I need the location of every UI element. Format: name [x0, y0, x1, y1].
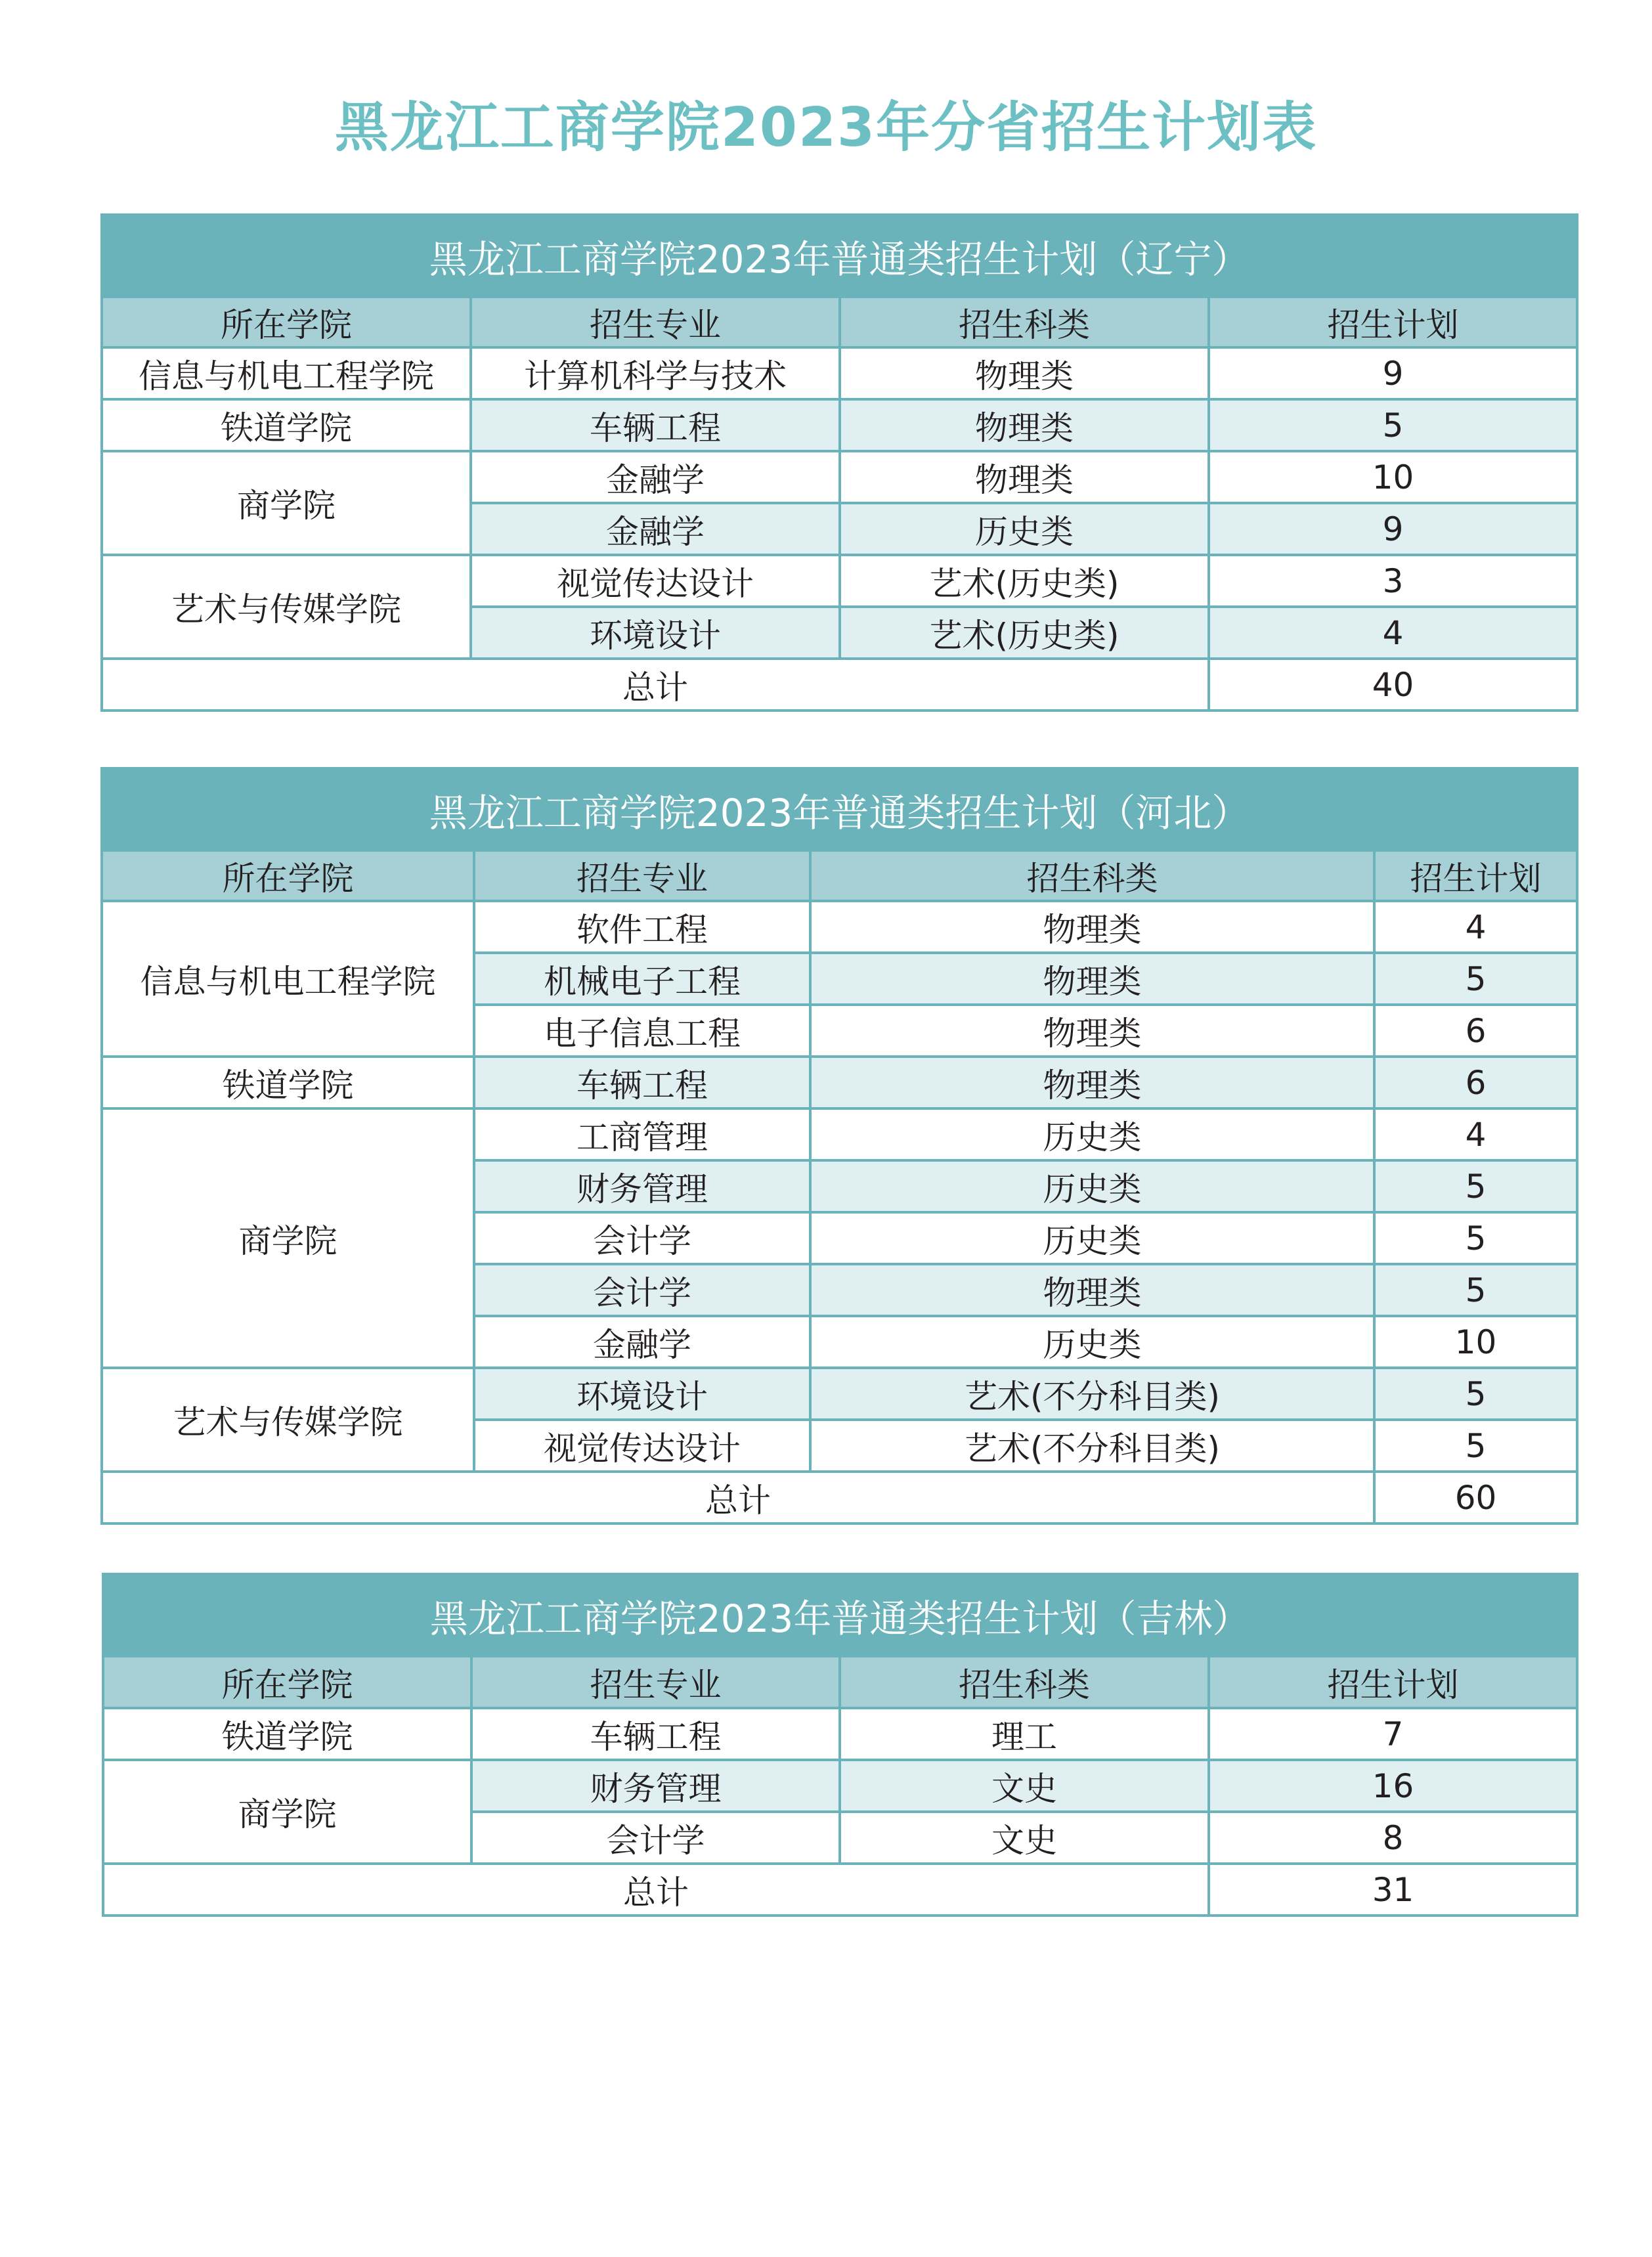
table-row	[102, 1057, 1577, 1108]
cell-quota: 8	[1209, 1812, 1577, 1864]
cell-category: 物理类	[810, 1005, 1374, 1057]
total-label: 总计	[102, 659, 1209, 711]
cell-quota: 5	[1374, 1160, 1577, 1212]
cell-quota: 6	[1374, 1057, 1577, 1108]
header-category: 招生科类	[840, 297, 1209, 347]
table-row	[102, 1368, 1577, 1420]
cell-major: 金融学	[474, 1316, 810, 1368]
total-label: 总计	[103, 1864, 1209, 1916]
cell-quota: 3	[1209, 555, 1577, 607]
cell-quota: 4	[1209, 607, 1577, 659]
cell-college: 铁道学院	[103, 1708, 471, 1760]
cell-quota: 5	[1374, 1368, 1577, 1420]
cell-major: 会计学	[471, 1812, 840, 1864]
table-title: 黑龙江工商学院2023年普通类招生计划（吉林）	[103, 1574, 1577, 1656]
cell-college: 信息与机电工程学院	[102, 347, 471, 399]
cell-major: 电子信息工程	[474, 1005, 810, 1057]
total-value: 40	[1209, 659, 1577, 711]
cell-quota: 16	[1209, 1760, 1577, 1812]
cell-category: 物理类	[810, 901, 1374, 953]
cell-quota: 5	[1209, 399, 1577, 451]
total-row	[102, 659, 1577, 711]
cell-category: 艺术(不分科目类)	[810, 1420, 1374, 1472]
cell-quota: 6	[1374, 1005, 1577, 1057]
table-title: 黑龙江工商学院2023年普通类招生计划（河北）	[102, 768, 1577, 850]
cell-category: 文史	[840, 1812, 1209, 1864]
cell-category: 艺术(历史类)	[840, 555, 1209, 607]
table-row	[102, 347, 1577, 399]
plan-table-hebei	[100, 767, 1578, 1525]
cell-quota: 10	[1209, 451, 1577, 503]
cell-quota: 7	[1209, 1708, 1577, 1760]
table-row	[102, 451, 1577, 503]
table-row	[102, 901, 1577, 953]
cell-major: 机械电子工程	[474, 953, 810, 1005]
cell-category: 艺术(历史类)	[840, 607, 1209, 659]
header-quota: 招生计划	[1374, 850, 1577, 901]
table-row	[103, 1708, 1577, 1760]
cell-major: 视觉传达设计	[474, 1420, 810, 1472]
cell-major: 车辆工程	[471, 1708, 840, 1760]
cell-major: 软件工程	[474, 901, 810, 953]
cell-category: 艺术(不分科目类)	[810, 1368, 1374, 1420]
cell-college: 信息与机电工程学院	[102, 901, 474, 1057]
cell-college: 艺术与传媒学院	[102, 555, 471, 659]
total-row	[103, 1864, 1577, 1916]
table-row	[102, 1108, 1577, 1160]
header-college: 所在学院	[103, 1656, 471, 1708]
total-row	[102, 1472, 1577, 1523]
cell-college: 铁道学院	[102, 399, 471, 451]
cell-major: 金融学	[471, 503, 840, 555]
cell-category: 文史	[840, 1760, 1209, 1812]
page-title: 黑龙江工商学院2023年分省招生计划表	[334, 97, 1318, 159]
cell-quota: 4	[1374, 901, 1577, 953]
cell-major: 金融学	[471, 451, 840, 503]
header-category: 招生科类	[840, 1656, 1209, 1708]
cell-quota: 4	[1374, 1108, 1577, 1160]
cell-college: 艺术与传媒学院	[102, 1368, 474, 1472]
cell-category: 物理类	[810, 953, 1374, 1005]
cell-major: 会计学	[474, 1264, 810, 1316]
cell-major: 环境设计	[474, 1368, 810, 1420]
total-value: 31	[1209, 1864, 1577, 1916]
cell-college: 商学院	[103, 1760, 471, 1864]
cell-quota: 10	[1374, 1316, 1577, 1368]
cell-category: 历史类	[810, 1316, 1374, 1368]
plan-table-liaoning	[100, 213, 1578, 712]
cell-college: 商学院	[102, 1108, 474, 1368]
table-row	[103, 1760, 1577, 1812]
cell-major: 财务管理	[471, 1760, 840, 1812]
cell-major: 车辆工程	[471, 399, 840, 451]
plan-table-jilin	[102, 1573, 1578, 1917]
table-row	[102, 555, 1577, 607]
header-major: 招生专业	[471, 1656, 840, 1708]
cell-category: 历史类	[840, 503, 1209, 555]
cell-category: 历史类	[810, 1212, 1374, 1264]
cell-quota: 5	[1374, 1212, 1577, 1264]
header-major: 招生专业	[474, 850, 810, 901]
total-value: 60	[1374, 1472, 1577, 1523]
cell-quota: 9	[1209, 347, 1577, 399]
cell-category: 历史类	[810, 1160, 1374, 1212]
cell-category: 物理类	[840, 399, 1209, 451]
cell-quota: 5	[1374, 1264, 1577, 1316]
header-college: 所在学院	[102, 297, 471, 347]
cell-major: 财务管理	[474, 1160, 810, 1212]
cell-category: 物理类	[810, 1057, 1374, 1108]
cell-category: 物理类	[810, 1264, 1374, 1316]
header-college: 所在学院	[102, 850, 474, 901]
total-label: 总计	[102, 1472, 1374, 1523]
cell-college: 铁道学院	[102, 1057, 474, 1108]
cell-category: 理工	[840, 1708, 1209, 1760]
cell-category: 历史类	[810, 1108, 1374, 1160]
cell-quota: 9	[1209, 503, 1577, 555]
cell-major: 工商管理	[474, 1108, 810, 1160]
cell-category: 物理类	[840, 347, 1209, 399]
header-category: 招生科类	[810, 850, 1374, 901]
cell-major: 计算机科学与技术	[471, 347, 840, 399]
cell-major: 视觉传达设计	[471, 555, 840, 607]
header-quota: 招生计划	[1209, 297, 1577, 347]
cell-major: 会计学	[474, 1212, 810, 1264]
header-quota: 招生计划	[1209, 1656, 1577, 1708]
cell-quota: 5	[1374, 953, 1577, 1005]
header-major: 招生专业	[471, 297, 840, 347]
table-row	[102, 399, 1577, 451]
cell-college: 商学院	[102, 451, 471, 555]
table-title: 黑龙江工商学院2023年普通类招生计划（辽宁）	[102, 215, 1577, 297]
cell-major: 车辆工程	[474, 1057, 810, 1108]
cell-quota: 5	[1374, 1420, 1577, 1472]
cell-category: 物理类	[840, 451, 1209, 503]
cell-major: 环境设计	[471, 607, 840, 659]
